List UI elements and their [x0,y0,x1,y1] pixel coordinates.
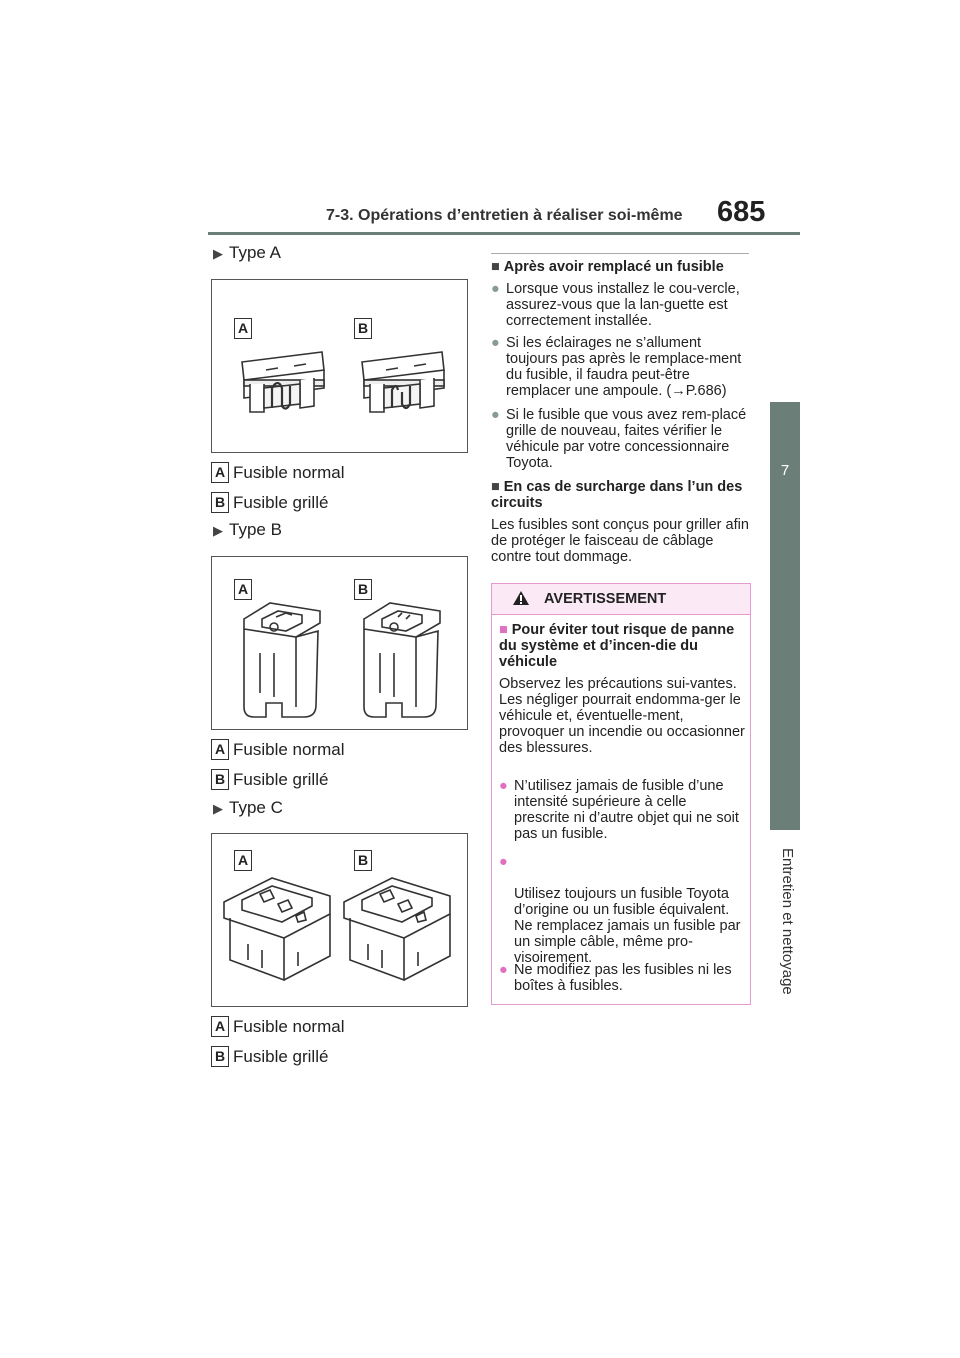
bullet-icon: ● [491,407,500,423]
header-rule [208,232,800,235]
cartridge-fuse-drawing [212,557,467,729]
warning-list-item: ● Ne modifiez pas les fusibles ni les boîtes à fusibles. [499,962,732,994]
chapter-label: Entretien et nettoyage [779,848,796,995]
chapter-tab [770,402,800,830]
warning-box [491,583,751,1005]
caption-label-b: B [211,769,229,790]
square-bullet-icon: ■ [491,259,500,275]
caption-blown-fuse: Fusible grillé [233,493,329,512]
bullet-icon: ● [491,281,500,297]
caption-label-a: A [211,739,229,760]
type-c-heading: ▶ Type C [213,798,283,817]
caption-label-b: B [211,1046,229,1067]
bullet-icon: ● [499,962,508,978]
warning-title: AVERTISSEMENT [544,591,667,607]
caption-normal-fuse: Fusible normal [233,463,345,482]
fuse-figure-type-a [211,279,468,453]
figure-label-a: A [234,318,252,339]
caption-blown-fuse: Fusible grillé [233,1047,329,1066]
bullet-icon: ● [499,854,508,870]
type-b-heading: ▶ Type B [213,520,282,539]
type-a-heading: ▶ Type A [213,243,281,262]
figure-label-a: A [234,579,252,600]
page-header [0,0,960,240]
list-item: ● Si les éclairages ne s’allument toujours pas après le remplace-ment du fusible, il faudra peut-être remplacer une ampoule. (→P.686) [491,335,742,399]
figure-label-b: B [354,850,372,871]
list-item: ● Lorsque vous installez le cou-vercle, assurez-vous que la lan-guette est correctement installée. [491,281,740,329]
blade-fuse-drawing [212,280,467,452]
warning-list-item: ● Utilisez toujours un fusible Toyota d’origine ou un fusible équivalent. Ne remplacez jamais un fusible par un simple câble, même pro-visoirement. [499,854,741,966]
warning-intro: Observez les précautions sui-vantes. Les négliger pourrait endomma-ger le véhicule et, éventuelle-ment, provoquer un incendie ou occasionner des blessures. [499,676,745,756]
arrow-icon: ▶ [213,523,223,538]
caption-label-b: B [211,492,229,513]
square-bullet-icon: ■ [499,622,508,638]
bullet-icon: ● [491,335,500,351]
jcase-fuse-drawing [212,834,467,1006]
overload-paragraph: Les fusibles sont conçus pour griller afin de protéger le faisceau de câblage contre tout dommage. [491,517,749,565]
caption-label-a: A [211,1016,229,1037]
section-divider [491,253,749,254]
fuse-figure-type-b [211,556,468,730]
overload-heading: ■ En cas de surcharge dans l’un des circuits [491,479,743,511]
arrow-icon: ▶ [213,246,223,261]
page-number: 685 [717,196,766,228]
after-replace-heading: ■ Après avoir remplacé un fusible [491,259,724,275]
caption-label-a: A [211,462,229,483]
bullet-icon: ● [499,778,508,794]
fuse-figure-type-c [211,833,468,1007]
caption-blown-fuse: Fusible grillé [233,770,329,789]
caption-normal-fuse: Fusible normal [233,740,345,759]
warning-triangle-icon [512,590,530,606]
square-bullet-icon: ■ [491,479,500,495]
list-item: ● Si le fusible que vous avez rem-placé grille de nouveau, faites vérifier le véhicule par votre concessionnaire Toyota. [491,407,747,471]
section-title: 7-3. Opérations d’entretien à réaliser soi-même [326,207,683,224]
warning-header [492,584,750,615]
figure-label-b: B [354,579,372,600]
figure-label-a: A [234,850,252,871]
arrow-icon: ▶ [213,801,223,816]
warning-list-item: ● N’utilisez jamais de fusible d’une intensité supérieure à celle prescrite ni d’autre objet qui ne soit pas un fusible. [499,778,739,842]
figure-label-b: B [354,318,372,339]
chapter-number: 7 [780,462,790,479]
warning-heading: ■ Pour éviter tout risque de panne du système et d’incen-die du véhicule [499,622,735,670]
caption-normal-fuse: Fusible normal [233,1017,345,1036]
